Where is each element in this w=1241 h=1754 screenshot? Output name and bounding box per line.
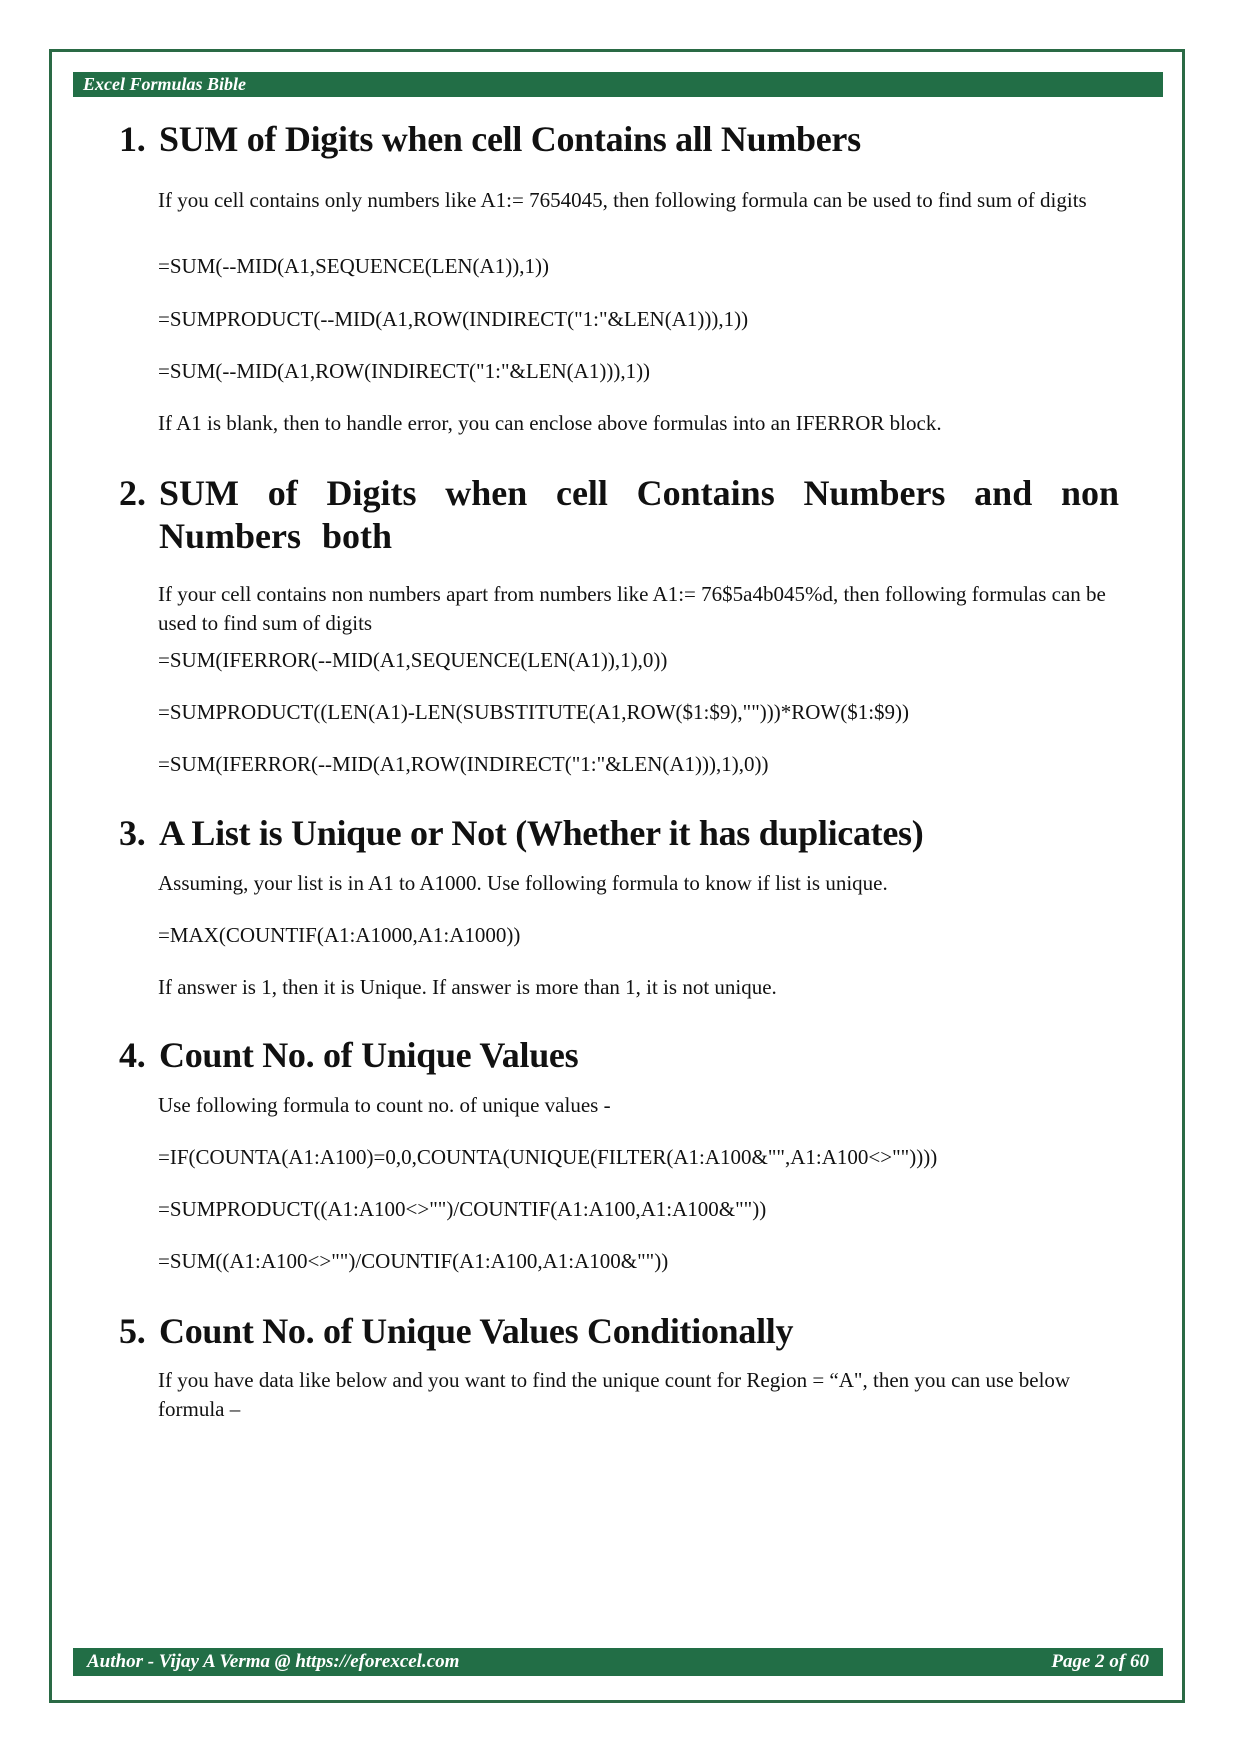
formula: =SUMPRODUCT(--MID(A1,ROW(INDIRECT("1:"&LEN(A1))),1)) xyxy=(158,307,749,331)
section-heading-3 xyxy=(119,812,1119,855)
header-title: Excel Formulas Bible xyxy=(83,74,247,94)
footer-page-number: Page 2 of 60 xyxy=(1051,1651,1149,1672)
section-heading-4 xyxy=(119,1034,1119,1077)
page-footer xyxy=(73,1648,1163,1676)
formula: =SUMPRODUCT((LEN(A1)-LEN(SUBSTITUTE(A1,ROW($1:$9),"")))*ROW($1:$9)) xyxy=(158,700,910,724)
formula: =SUM(IFERROR(--MID(A1,SEQUENCE(LEN(A1)),1),0)) xyxy=(158,648,668,672)
section-number: 2. xyxy=(119,473,146,513)
section-title: Count No. of Unique Values xyxy=(159,1035,579,1075)
section-heading-5 xyxy=(119,1310,1119,1353)
page-header xyxy=(73,72,1163,97)
section-1-note: If A1 is blank, then to handle error, you can enclose above formulas into an IFERROR block. xyxy=(158,411,942,435)
section-3-intro: Assuming, your list is in A1 to A1000. Use following formula to know if list is unique. xyxy=(158,871,888,895)
section-1-intro: If you cell contains only numbers like A1:= 7654045, then following formula can be used to find sum of digits xyxy=(158,188,1087,212)
section-heading-1 xyxy=(119,118,1119,161)
section-number: 1. xyxy=(119,119,146,159)
formula: =SUM(--MID(A1,SEQUENCE(LEN(A1)),1)) xyxy=(158,254,549,278)
section-title: SUM of Digits when cell Contains all Numbers xyxy=(159,119,861,159)
section-number: 5. xyxy=(119,1311,146,1351)
section-title: Count No. of Unique Values Conditionally xyxy=(159,1311,794,1351)
formula: =SUM((A1:A100<>"")/COUNTIF(A1:A100,A1:A100&"")) xyxy=(158,1249,669,1273)
formula: =SUMPRODUCT((A1:A100<>"")/COUNTIF(A1:A100,A1:A100&"")) xyxy=(158,1197,767,1221)
formula: =MAX(COUNTIF(A1:A1000,A1:A1000)) xyxy=(158,923,521,947)
section-title: SUM of Digits when cell Contains Numbers and non Numbers both xyxy=(159,473,1119,556)
formula: =SUM(IFERROR(--MID(A1,ROW(INDIRECT("1:"&LEN(A1))),1),0)) xyxy=(158,752,769,776)
section-number: 4. xyxy=(119,1035,146,1075)
section-title: A List is Unique or Not (Whether it has duplicates) xyxy=(159,813,924,853)
section-4-intro: Use following formula to count no. of unique values - xyxy=(158,1093,611,1117)
footer-author: Author - Vijay A Verma @ https://eforexcel.com xyxy=(87,1651,460,1672)
section-heading-2 xyxy=(119,472,1119,558)
section-number: 3. xyxy=(119,813,146,853)
formula: =IF(COUNTA(A1:A100)=0,0,COUNTA(UNIQUE(FILTER(A1:A100&"",A1:A100<>"")))) xyxy=(158,1145,938,1169)
section-5-intro: If you have data like below and you want to find the unique count for Region = “A", then you can use below formula – xyxy=(158,1368,1071,1421)
section-2-intro: If your cell contains non numbers apart from numbers like A1:= 76$5a4b045%d, then following formulas can be used to find sum of digits xyxy=(158,582,1106,635)
section-3-note: If answer is 1, then it is Unique. If answer is more than 1, it is not unique. xyxy=(158,975,777,999)
formula: =SUM(--MID(A1,ROW(INDIRECT("1:"&LEN(A1))),1)) xyxy=(158,359,651,383)
